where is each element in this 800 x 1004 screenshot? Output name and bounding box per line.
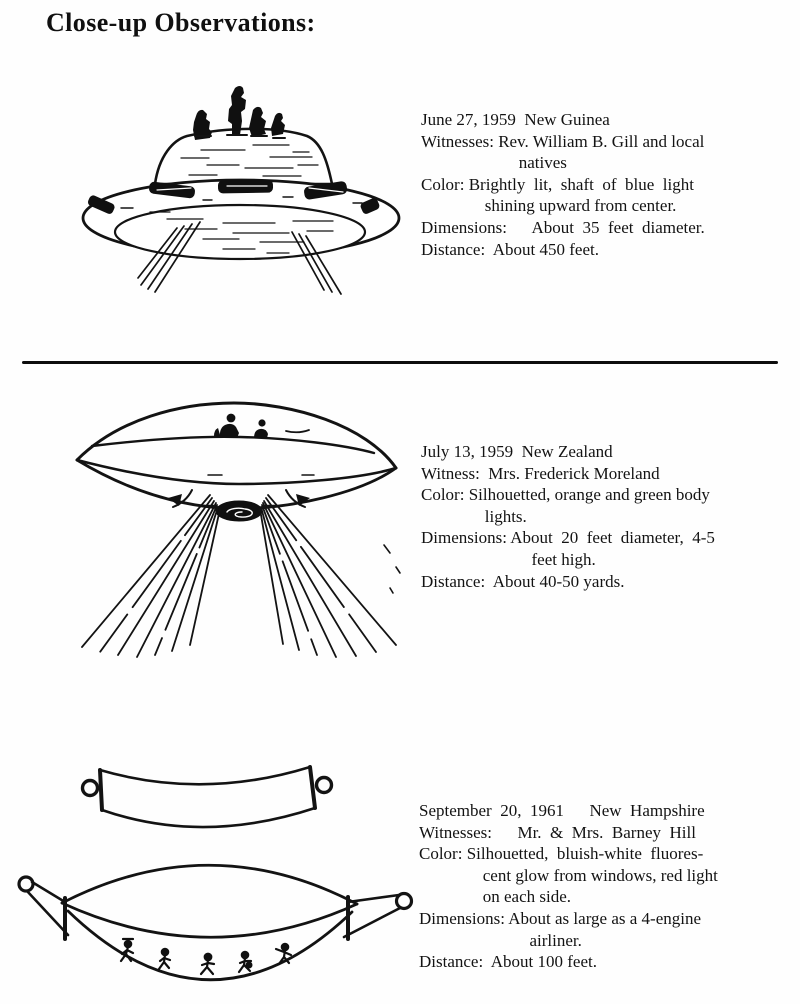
ufo-illustration-new-hampshire <box>12 755 417 990</box>
observation-color-cont: shining upward from center. <box>421 196 677 216</box>
occupant-figures <box>214 414 268 438</box>
observation-details-new-guinea <box>421 109 793 260</box>
observation-witnesses: Witnesses: Mr. & Mrs. Barney Hill <box>419 822 696 842</box>
saucer-sketch-icon <box>55 72 405 312</box>
wing-light-right <box>317 778 332 793</box>
observation-details-new-hampshire <box>419 800 791 973</box>
craft-top-view <box>83 767 332 827</box>
observation-distance: Distance: About 450 feet. <box>421 239 599 259</box>
observation-date-location: September 20, 1961 New Hampshire <box>419 801 705 820</box>
observation-color: Color: Silhouetted, bluish-white fluores- <box>419 844 704 864</box>
observation-date-location: July 13, 1959 New Zealand <box>421 442 613 461</box>
observation-details-new-zealand <box>421 441 793 592</box>
wing-light-right <box>397 894 412 909</box>
pancake-craft-sketch-icon <box>12 755 417 990</box>
ufo-illustration-new-zealand <box>40 395 425 667</box>
wing-light-left <box>19 877 33 891</box>
craft-side-view <box>19 865 412 980</box>
beam-fan-left <box>82 495 220 657</box>
observation-color: Color: Silhouetted, orange and green body <box>421 485 710 505</box>
observation-dimensions: Dimensions: About 35 feet diameter. <box>421 217 705 237</box>
observation-witnesses-cont: natives <box>421 153 567 173</box>
observation-witnesses: Witness: Mrs. Frederick Moreland <box>421 463 660 483</box>
page-title: Close-up Observations: <box>46 8 316 37</box>
observation-dimensions-cont: airliner. <box>419 930 582 950</box>
observation-color-cont: cent glow from windows, red light <box>419 865 718 885</box>
section-divider <box>22 361 778 364</box>
observation-dimensions: Dimensions: About 20 feet diameter, 4-5 <box>421 528 715 548</box>
observation-color-cont2: on each side. <box>419 887 572 907</box>
observation-witnesses: Witnesses: Rev. William B. Gill and local <box>421 131 705 151</box>
observation-dimensions-cont: feet high. <box>421 549 596 569</box>
observation-color: Color: Brightly lit, shaft of blue light <box>421 174 694 194</box>
ufo-illustration-new-guinea <box>55 72 405 312</box>
observation-date-location: June 27, 1959 New Guinea <box>421 110 610 129</box>
observation-color-cont: lights. <box>421 506 527 526</box>
bottom-hub <box>216 501 262 521</box>
wing-light-left <box>83 781 98 796</box>
observation-distance: Distance: About 40-50 yards. <box>421 571 625 591</box>
saucer-beams-sketch-icon <box>40 395 425 667</box>
observation-distance: Distance: About 100 feet. <box>419 952 597 972</box>
observation-dimensions: Dimensions: About as large as a 4-engine <box>419 908 702 928</box>
